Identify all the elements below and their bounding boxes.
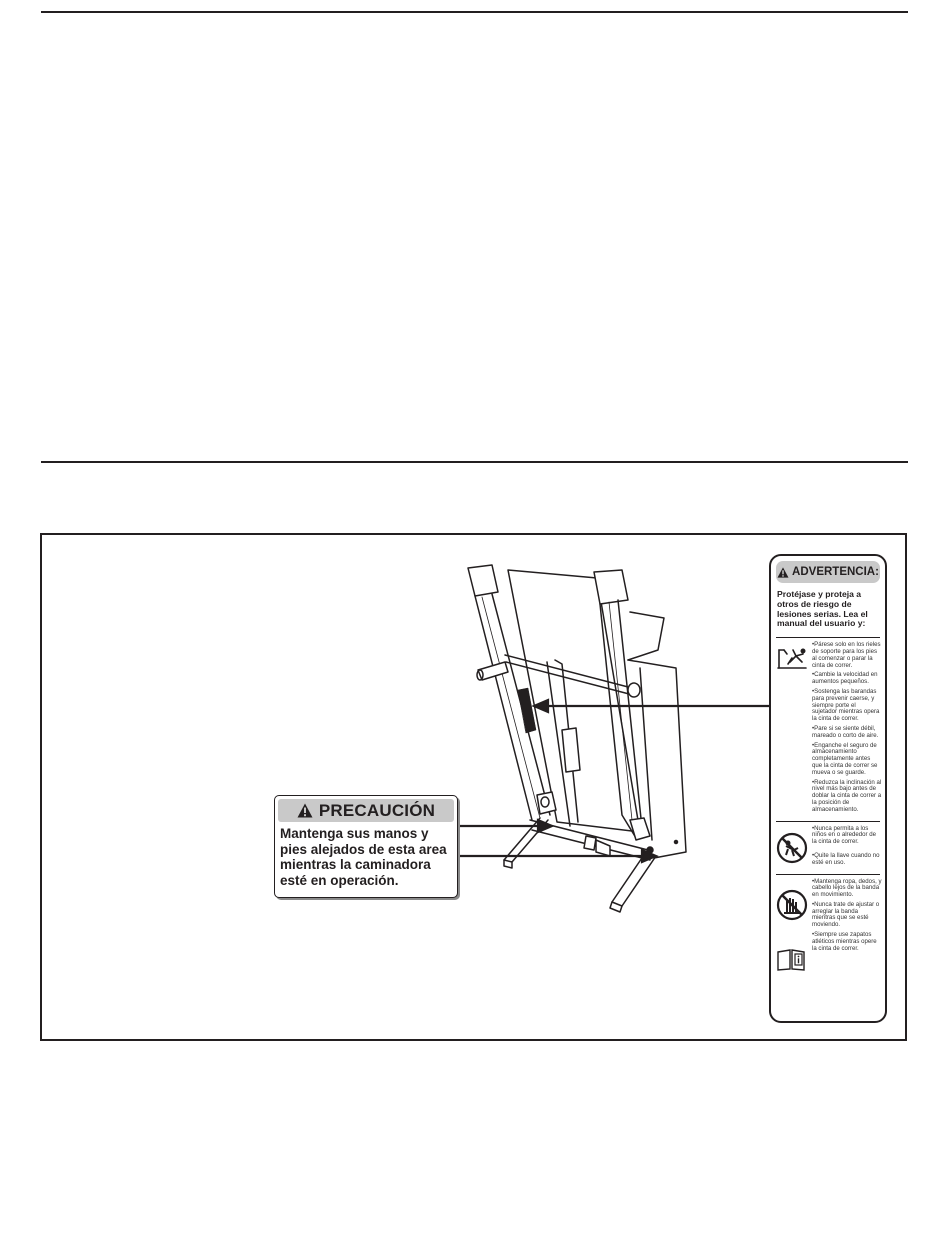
warning-item: • Sostenga las barandas para prevenir caerse, y siempre porte el sujetador mientras opera la cinta de correr. bbox=[812, 689, 882, 723]
falling-person-icon bbox=[776, 642, 808, 672]
caution-heading: PRECAUCIÓN bbox=[318, 800, 436, 820]
warning-triangle-icon bbox=[297, 803, 313, 818]
warning-intro: Protéjase y proteja a otros de riesgo de lesiones serias. Lea el manual del usuario y: bbox=[777, 589, 868, 629]
warning-item: • Nunca permita a los niños en o alrededor de la cinta de correr. bbox=[812, 826, 882, 846]
warning-section-children bbox=[771, 822, 885, 874]
manual-book-icon bbox=[776, 948, 806, 972]
warning-label-header bbox=[776, 561, 880, 583]
no-hands-icon bbox=[776, 889, 808, 921]
warning-item: • Reduzca la inclinación al nivel más bajo antes de doblar la cinta de correr a la posición de almacenamiento. bbox=[812, 780, 882, 814]
caution-label-header bbox=[278, 799, 454, 822]
warning-heading: ADVERTENCIA: bbox=[792, 566, 879, 578]
warning-item: • Cambie la velocidad en aumentos pequeños. bbox=[812, 672, 882, 686]
warning-item: • Quite la llave cuando no esté en uso. bbox=[812, 853, 882, 867]
warning-section-moving-belt bbox=[771, 875, 885, 981]
warning-section-operation bbox=[771, 638, 885, 820]
warning-item: • Nunca trate de ajustar o arreglar la banda mientras que se esté moviendo. bbox=[812, 902, 882, 929]
warning-item: • Pare si se siente débil, mareado o corto de aire. bbox=[812, 726, 882, 740]
warning-label bbox=[769, 554, 887, 1023]
warning-triangle-icon bbox=[777, 567, 789, 578]
warning-item: • Mantenga ropa, dedos, y cabello lejos de la banda en movimiento. bbox=[812, 879, 882, 899]
caution-body: Mantenga sus manos y pies alejados de esta area mientras la caminadora esté en operación. bbox=[280, 826, 447, 888]
caution-label bbox=[274, 795, 458, 898]
no-children-icon bbox=[776, 832, 808, 864]
warning-item: • Enganche el seguro de almacenamiento completamente antes que la cinta de correr se mueva o se guarde. bbox=[812, 743, 882, 777]
warning-item: • Párese solo en los rieles de soporte para los pies al comenzar o parar la cinta de correr. bbox=[812, 642, 882, 669]
warning-item: • Siempre use zapatos atléticos mientras opere la cinta de correr. bbox=[812, 932, 882, 952]
